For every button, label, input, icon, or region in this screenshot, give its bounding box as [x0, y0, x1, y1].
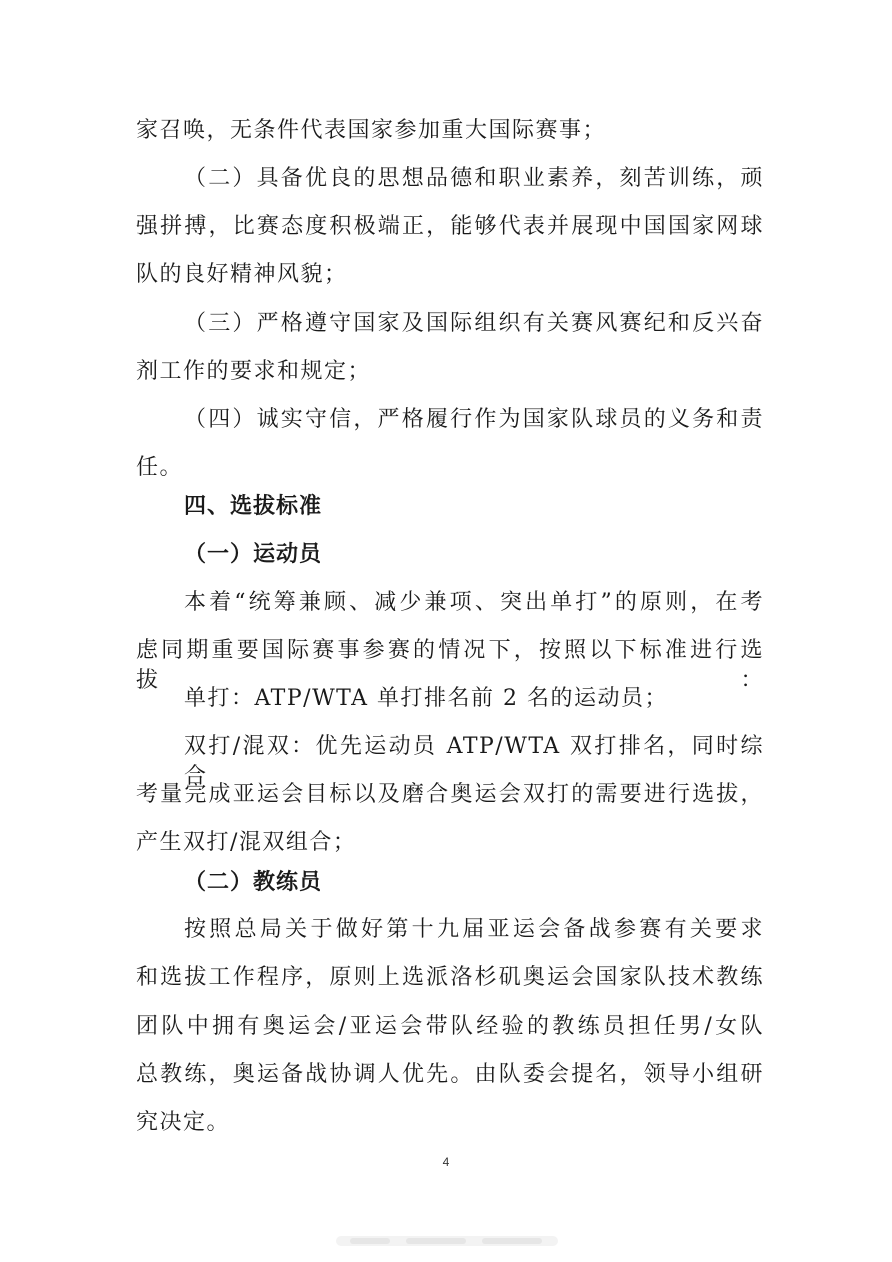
body-text-line: 团队中拥有奥运会/亚运会带队经验的教练员担任男/女队: [136, 1014, 764, 1039]
page-number: 4: [442, 1155, 450, 1169]
subsection-heading-coaches: （二）教练员: [184, 870, 323, 895]
body-text-line: 考量完成亚运会目标以及磨合奥运会双打的需要进行选拔，: [136, 782, 764, 807]
body-text-line: 究决定。: [136, 1110, 231, 1135]
body-text-line: 总教练，奥运备战协调人优先。由队委会提名，领导小组研: [136, 1062, 764, 1087]
body-text-line: 产生双打/混双组合；: [136, 830, 357, 855]
body-text-line: 单打：ATP/WTA 单打排名前 2 名的运动员；: [184, 686, 669, 711]
body-text-line: 强拼搏，比赛态度积极端正，能够代表并展现中国国家网球: [136, 214, 764, 239]
body-text-line: （二）具备优良的思想品德和职业素养，刻苦训练，顽: [184, 166, 764, 191]
body-text-line: 任。: [136, 455, 184, 480]
body-text-line: （四）诚实守信，严格履行作为国家队球员的义务和责: [184, 407, 764, 432]
body-text-line: 按照总局关于做好第十九届亚运会备战参赛有关要求: [184, 917, 764, 942]
body-text-line: 双打/混双：优先运动员 ATP/WTA 双打排名，同时综合: [184, 734, 764, 789]
body-text-line: 队的良好精神风貌；: [136, 262, 348, 287]
subsection-heading-athletes: （一）运动员: [184, 542, 323, 567]
body-text-line: 虑同期重要国际赛事参赛的情况下，按照以下标准进行选拔：: [136, 638, 764, 693]
body-text-line: 本着“统筹兼顾、减少兼项、突出单打”的原则，在考: [184, 590, 764, 615]
body-text-line: （三）严格遵守国家及国际组织有关赛风赛纪和反兴奋: [184, 311, 764, 336]
body-text-line: 家召唤，无条件代表国家参加重大国际赛事；: [136, 118, 607, 143]
body-text-line: 和选拔工作程序，原则上选派洛杉矶奥运会国家队技术教练: [136, 965, 764, 990]
section-heading: 四、选拔标准: [184, 494, 323, 519]
watermark: [336, 1234, 558, 1248]
body-text-line: 剂工作的要求和规定；: [136, 359, 372, 384]
